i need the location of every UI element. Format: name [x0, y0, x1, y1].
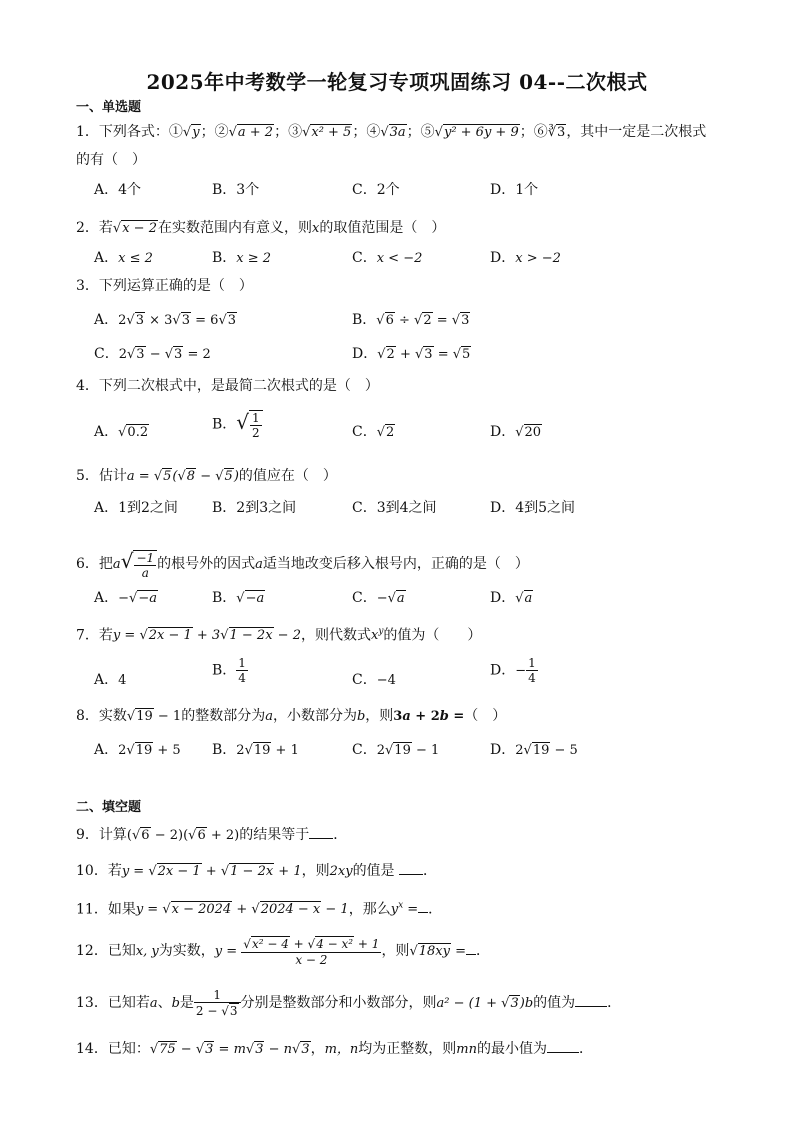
question-11-stem: 11．如果y = √x − 2024 + √2024 − x − 1，那么$y^x$ = ． — [76, 896, 442, 920]
option-b[interactable]: B．√6 ÷ √2 = √3 — [352, 312, 470, 328]
answer-blank[interactable] — [399, 860, 423, 875]
section-heading-single-choice: 一、单选题 — [76, 100, 142, 115]
option-b[interactable]: B．√ $\frac{1}{2}$ — [212, 410, 263, 440]
option-d[interactable]: D．1个 — [490, 182, 539, 198]
answer-blank[interactable] — [309, 824, 333, 839]
question-2-stem: 2．若√x − 2在实数范围内有意义，则x的取值范围是（ ） — [76, 220, 446, 236]
answer-blank[interactable] — [418, 898, 428, 913]
option-b[interactable]: B．2√19 + 1 — [212, 742, 299, 758]
question-13-stem: 13．已知若a、b是 $\frac{1}{2 - √3}$ 分别是整数部分和小数部分，则a² − (1 + √3)b的值为 ． — [76, 987, 622, 1018]
option-a[interactable]: A．−√−a — [94, 590, 157, 606]
question-9-stem: 9．计算(√6 − 2)(√6 + 2)的结果等于 ． — [76, 824, 347, 846]
question-1-stem: 1．下列各式：①√y；②√a + 2；③√x² + 5；④√3a；⑤√y² + 6y + 9；⑥∛3，其中一定是二次根式 — [76, 124, 707, 140]
option-c[interactable]: C．2√3 − √3 = 2 — [94, 346, 211, 362]
question-3-options — [94, 310, 734, 370]
option-b[interactable]: B．2到3之间 — [212, 500, 297, 516]
question-10-stem: 10．若y = √2x − 1 + √1 − 2x + 1，则2xy的值是 ． — [76, 860, 437, 882]
option-d[interactable]: D．2√19 − 5 — [490, 742, 578, 758]
option-a[interactable]: A．2√19 + 5 — [94, 742, 181, 758]
question-number: 1． — [76, 124, 99, 140]
option-b[interactable]: B．√−a — [212, 590, 265, 606]
option-b[interactable]: B．x ≥ 2 — [212, 250, 272, 266]
option-c[interactable]: C．2个 — [352, 182, 400, 198]
option-a[interactable]: A．1到2之间 — [94, 500, 178, 516]
option-d[interactable]: D．4到5之间 — [490, 500, 576, 516]
option-a[interactable]: A．2√3 × 3√3 = 6√3 — [94, 312, 237, 328]
answer-blank[interactable] — [466, 940, 476, 955]
option-d[interactable]: D．√a — [490, 590, 533, 606]
answer-blank[interactable] — [575, 992, 607, 1007]
question-4-stem: 4．下列二次根式中，是最简二次根式的是（ ） — [76, 378, 379, 394]
option-b[interactable]: B．3个 — [212, 182, 260, 198]
option-a[interactable]: A．4 — [94, 672, 127, 688]
option-d[interactable]: D．x > −2 — [490, 250, 561, 266]
question-6-stem: 6．把a√ $\frac{-1}{a}$ 的根号外的因式a适当地改变后移入根号内，正确的是（ ） — [76, 549, 529, 580]
question-5-stem: 5．估计a = √5(√8 − √5)的值应在（ ） — [76, 468, 337, 484]
option-a[interactable]: A．√0.2 — [94, 424, 149, 440]
option-a[interactable]: A．x ≤ 2 — [94, 250, 153, 266]
option-c[interactable]: C．−4 — [352, 672, 396, 688]
page-title: 2025年中考数学一轮复习专项巩固练习 04--二次根式 — [146, 70, 648, 94]
question-8-stem: 8．实数√19 − 1的整数部分为a，小数部分为b，则3a + 2b =（ ） — [76, 708, 507, 724]
question-1-stem-cont: 的有（ ） — [76, 152, 146, 168]
option-c[interactable]: C．x < −2 — [352, 250, 423, 266]
option-a[interactable]: A．4个 — [94, 182, 142, 198]
option-c[interactable]: C．2√19 − 1 — [352, 742, 440, 758]
answer-blank[interactable] — [547, 1038, 579, 1053]
option-d[interactable]: D．√20 — [490, 424, 542, 440]
option-c[interactable]: C．3到4之间 — [352, 500, 437, 516]
section-heading-fill-blank: 二、填空题 — [76, 800, 142, 815]
option-c[interactable]: C．−√a — [352, 590, 405, 606]
option-d[interactable]: D．− $\frac{1}{4}$ — [490, 656, 536, 685]
question-3-stem: 3．下列运算正确的是（ ） — [76, 278, 253, 294]
option-c[interactable]: C．√2 — [352, 424, 395, 440]
option-d[interactable]: D．√2 + √3 = √5 — [352, 346, 471, 362]
question-7-stem: 7．若y = √2x − 1 + 3√1 − 2x − 2，则代数式$x^y$的值为（ ） — [76, 627, 482, 644]
question-12-stem: 12．已知x, y为实数，y = $\frac{\text{√x² − 4 + √4 − x² + 1}}{x - 2}$ ，则√18xy = ． — [76, 937, 490, 967]
option-b[interactable]: B． $\frac{1}{4}$ — [212, 656, 246, 685]
question-14-stem: 14．已知：√75 − √3 = m√3 − n√3，m，n均为正整数，则mn的最小值为 ． — [76, 1038, 593, 1060]
